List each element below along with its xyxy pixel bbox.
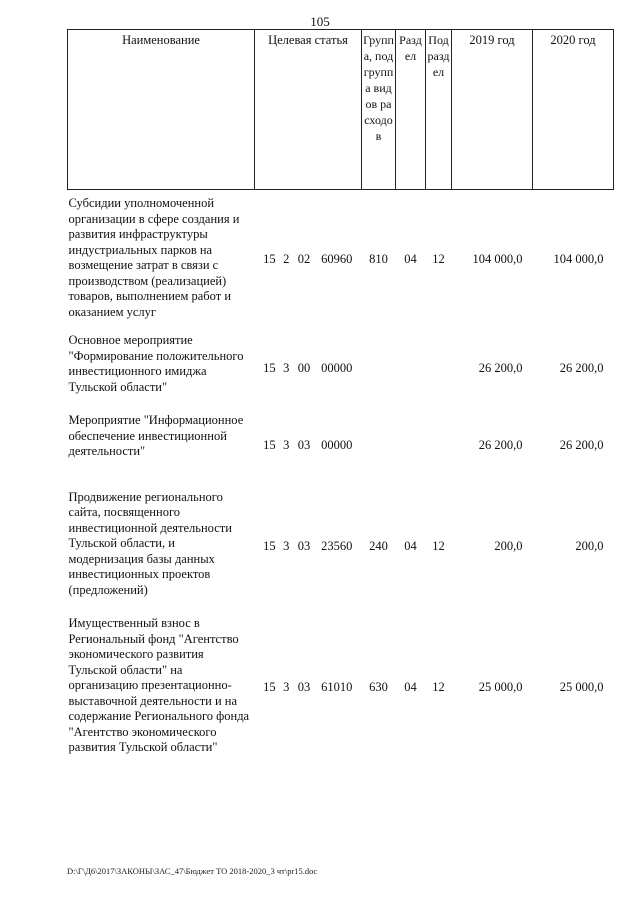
expense-group-cell: 810 — [369, 252, 388, 267]
target-direction: 00000 — [321, 360, 353, 375]
target-subprogram: 3 — [283, 360, 290, 375]
subsection-cell: 12 — [432, 252, 445, 267]
expense-group-cell: 240 — [369, 539, 388, 553]
document-file-path: D:\Г\Д6\2017\ЗАКОНЫ\ЗАС_47\Бюджет ТО 2018-2020_3 чт\pr15.doc — [67, 866, 318, 876]
section-cell — [396, 407, 426, 484]
amount-2019-cell: 104 000,0 — [472, 252, 523, 267]
subsection-cell — [426, 330, 452, 407]
target-article-cell — [255, 610, 362, 766]
amount-2019-cell: 26 200,0 — [478, 437, 523, 452]
target-event: 00 — [297, 360, 311, 375]
target-event: 03 — [297, 437, 311, 452]
target-article-cell — [255, 330, 362, 407]
row-name: Имущественный взнос в Региональный фонд "Агентство экономического развития Тульской области" на организацию презентационно-выставочной деятельности и на содержание Регионального фонда "Агентство экономического развития Тульской области" — [68, 616, 250, 754]
table-row — [68, 484, 614, 611]
page-number: 105 — [310, 14, 330, 29]
table-row — [68, 190, 614, 331]
table-row — [68, 407, 614, 484]
target-subprogram: 2 — [283, 252, 290, 267]
target-subprogram: 3 — [283, 539, 290, 553]
section-cell — [396, 330, 426, 407]
table-row — [68, 610, 614, 766]
amount-2019-cell: 200,0 — [494, 539, 523, 553]
table-row — [68, 330, 614, 407]
target-article-cell — [255, 190, 362, 331]
expense-group-cell — [362, 407, 396, 484]
amount-2020-cell: 200,0 — [575, 539, 604, 553]
target-subprogram: 3 — [283, 437, 290, 452]
target-article-cell — [255, 484, 362, 611]
table-header-row — [68, 30, 614, 190]
section-cell: 04 — [404, 539, 417, 553]
amount-2019-cell: 25 000,0 — [478, 680, 523, 694]
budget-table — [67, 29, 614, 766]
section-cell: 04 — [404, 680, 417, 694]
target-event: 02 — [297, 252, 311, 267]
target-program: 15 — [263, 360, 276, 375]
section-cell: 04 — [404, 252, 417, 267]
row-name: Продвижение регионального сайта, посвященного инвестиционной деятельности Тульской области, и модернизация базы данных инвестиционных проектов (предложений) — [68, 489, 232, 597]
header-name: Наименование — [68, 30, 255, 190]
target-program: 15 — [263, 539, 276, 553]
target-direction: 23560 — [321, 539, 353, 553]
header-expense-group: Группа, подгруппа видов расходов — [362, 30, 396, 190]
target-program: 15 — [263, 680, 276, 694]
target-article-cell — [255, 407, 362, 484]
header-target-article: Целевая статья — [255, 30, 362, 190]
header-2020: 2020 год — [533, 30, 614, 190]
target-subprogram: 3 — [283, 680, 290, 694]
target-program: 15 — [263, 252, 276, 267]
subsection-cell: 12 — [432, 539, 445, 553]
target-direction: 00000 — [321, 437, 353, 452]
amount-2020-cell: 25 000,0 — [559, 680, 604, 694]
expense-group-cell: 630 — [369, 680, 388, 694]
amount-2020-cell: 104 000,0 — [553, 252, 604, 267]
row-name: Мероприятие "Информационное обеспечение инвестиционной деятельности" — [68, 413, 244, 458]
target-direction: 61010 — [321, 680, 353, 694]
row-name: Субсидии уполномоченной организации в сфере создания и развития инфраструктуры индустриальных парков на возмещение затрат в связи с производством (реализацией) товаров, выполнением работ и оказанием услуг — [68, 196, 240, 319]
target-event: 03 — [297, 539, 311, 553]
target-event: 03 — [297, 680, 311, 694]
header-2019: 2019 год — [452, 30, 533, 190]
target-program: 15 — [263, 437, 276, 452]
header-section: Раздел — [396, 30, 426, 190]
amount-2020-cell: 26 200,0 — [559, 360, 604, 375]
header-subsection: Подраздел — [426, 30, 452, 190]
expense-group-cell — [362, 330, 396, 407]
subsection-cell — [426, 407, 452, 484]
subsection-cell: 12 — [432, 680, 445, 694]
target-direction: 60960 — [321, 252, 353, 267]
amount-2019-cell: 26 200,0 — [478, 360, 523, 375]
row-name: Основное мероприятие "Формирование положительного инвестиционного имиджа Тульской области" — [68, 333, 244, 394]
amount-2020-cell: 26 200,0 — [559, 437, 604, 452]
